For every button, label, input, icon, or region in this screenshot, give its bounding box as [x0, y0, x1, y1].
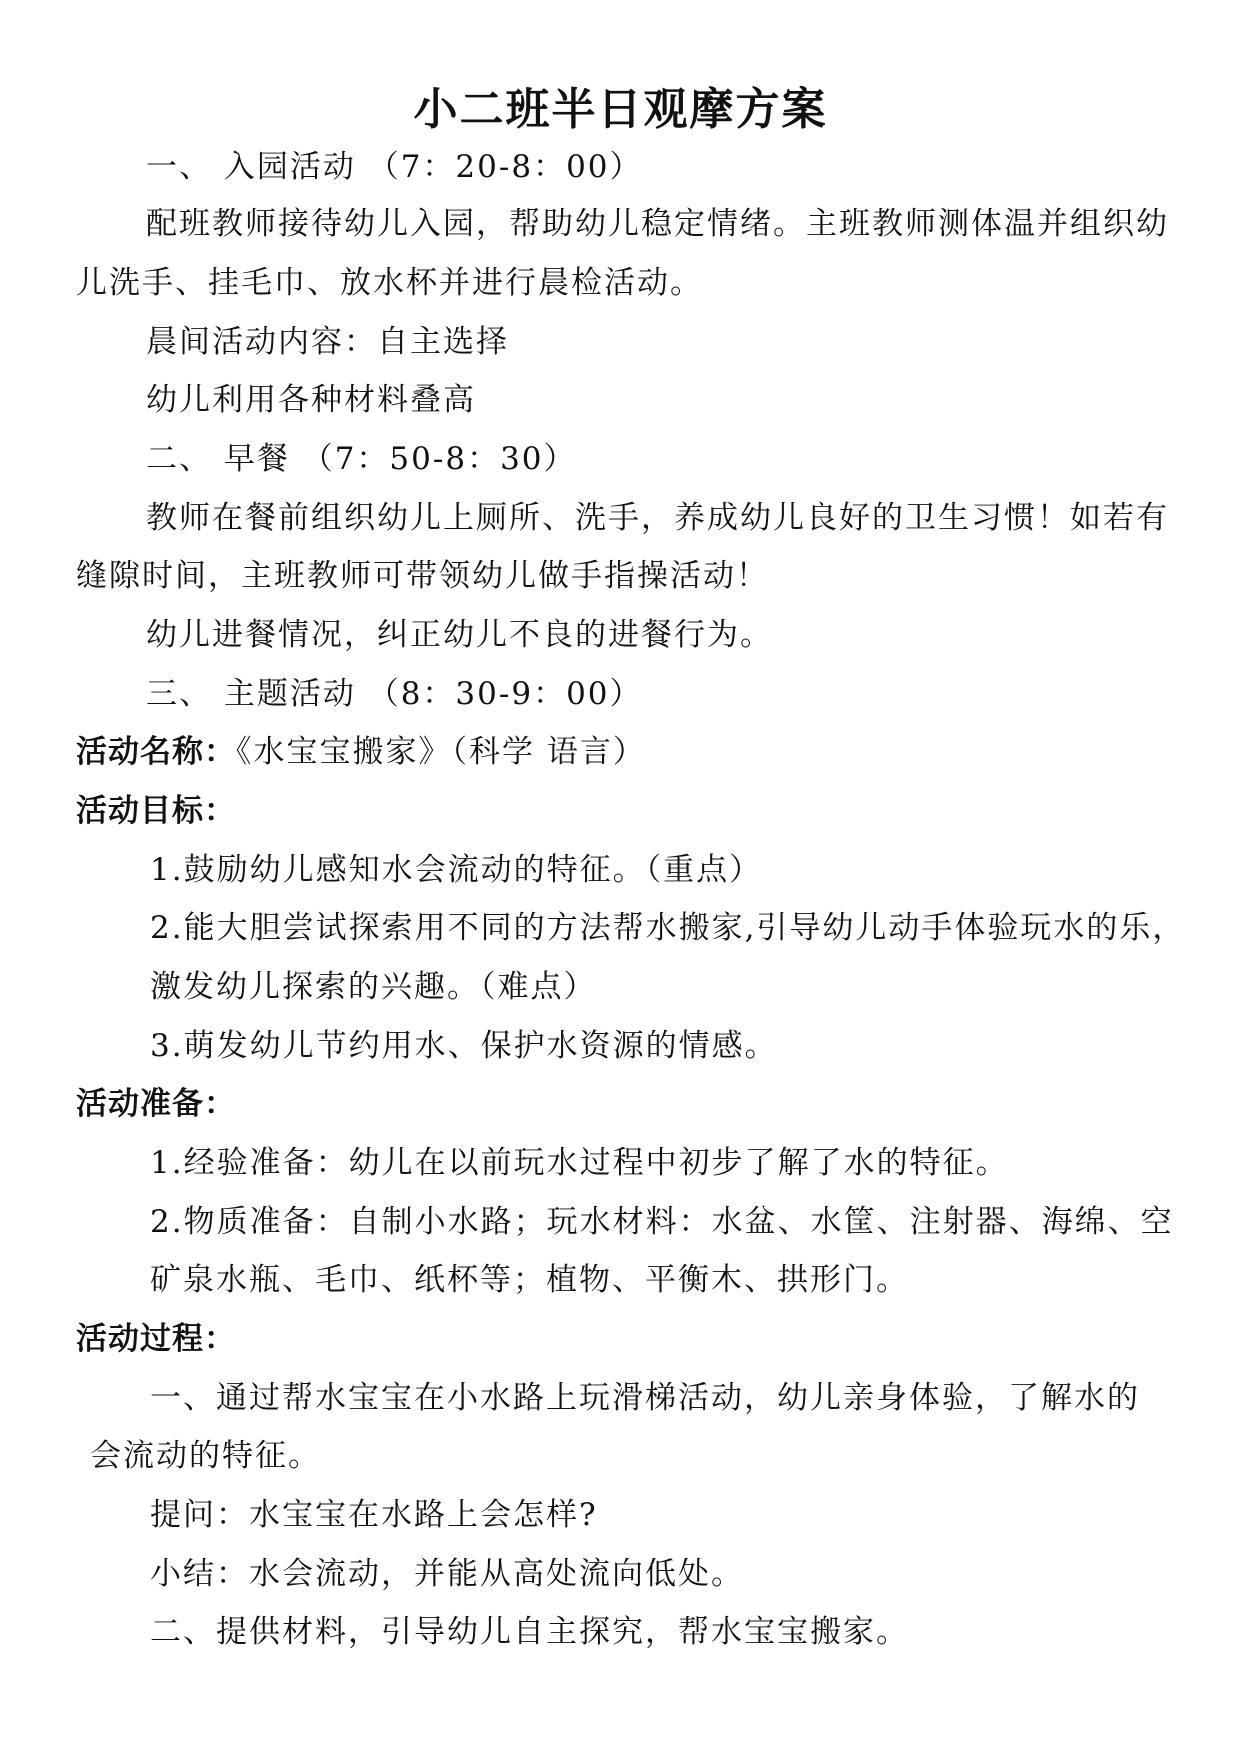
goal-item: 1.鼓励幼儿感知水会流动的特征。（重点） — [150, 852, 763, 888]
process-line: 小结：水会流动，并能从高处流向低处。 — [150, 1556, 744, 1592]
activity-name-line — [76, 730, 646, 774]
paragraph-line: 配班教师接待幼儿入园，帮助幼儿稳定情绪。主班教师测体温并组织幼 — [146, 206, 1169, 242]
paragraph-line: 晨间活动内容：自主选择 — [146, 324, 509, 360]
preparation-item: 2.物质准备：自制小水路；玩水材料：水盆、水筐、注射器、海绵、空 — [150, 1204, 1174, 1240]
goal-item-continued: 激发幼儿探索的兴趣。（难点） — [150, 969, 597, 1005]
paragraph-line: 教师在餐前组织幼儿上厕所、洗手，养成幼儿良好的卫生习惯！如若有 — [146, 500, 1169, 536]
activity-name-label: 活动名称： — [76, 734, 236, 770]
paragraph-line: 幼儿进餐情况，纠正幼儿不良的进餐行为。 — [146, 617, 773, 653]
page-title: 小二班半日观摩方案 — [413, 84, 828, 135]
heading-activity-goals: 活动目标： — [76, 793, 236, 829]
process-line: 一、通过帮水宝宝在小水路上玩滑梯活动，幼儿亲身体验，了解水的 — [150, 1380, 1140, 1416]
heading-activity-process: 活动过程： — [76, 1321, 236, 1357]
preparation-item-continued: 矿泉水瓶、毛巾、纸杯等；植物、平衡木、拱形门。 — [150, 1262, 909, 1298]
process-line: 会流动的特征。 — [90, 1438, 321, 1474]
goal-item: 3.萌发幼儿节约用水、保护水资源的情感。 — [150, 1028, 778, 1064]
section-heading-breakfast: 二、 早餐 （7：50-8：30） — [146, 441, 577, 477]
heading-activity-preparation: 活动准备： — [76, 1086, 236, 1122]
goal-item: 2.能大胆尝试探索用不同的方法帮水搬家,引导幼儿动手体验玩水的乐， — [150, 910, 1186, 946]
process-line: 提问：水宝宝在水路上会怎样? — [150, 1497, 598, 1533]
preparation-item: 1.经验准备：幼儿在以前玩水过程中初步了解了水的特征。 — [150, 1145, 1009, 1181]
paragraph-line: 缝隙时间，主班教师可带领幼儿做手指操活动！ — [76, 558, 769, 594]
section-heading-theme: 三、 主题活动 （8：30-9：00） — [146, 676, 643, 712]
activity-name-value: 《水宝宝搬家》（科学 语言） — [236, 734, 646, 770]
paragraph-line: 儿洗手、挂毛巾、放水杯并进行晨检活动。 — [76, 265, 703, 301]
process-line: 二、提供材料，引导幼儿自主探究，帮水宝宝搬家。 — [150, 1614, 909, 1650]
section-heading-arrival: 一、 入园活动 （7：20-8：00） — [146, 149, 643, 185]
paragraph-line: 幼儿利用各种材料叠高 — [146, 382, 476, 418]
